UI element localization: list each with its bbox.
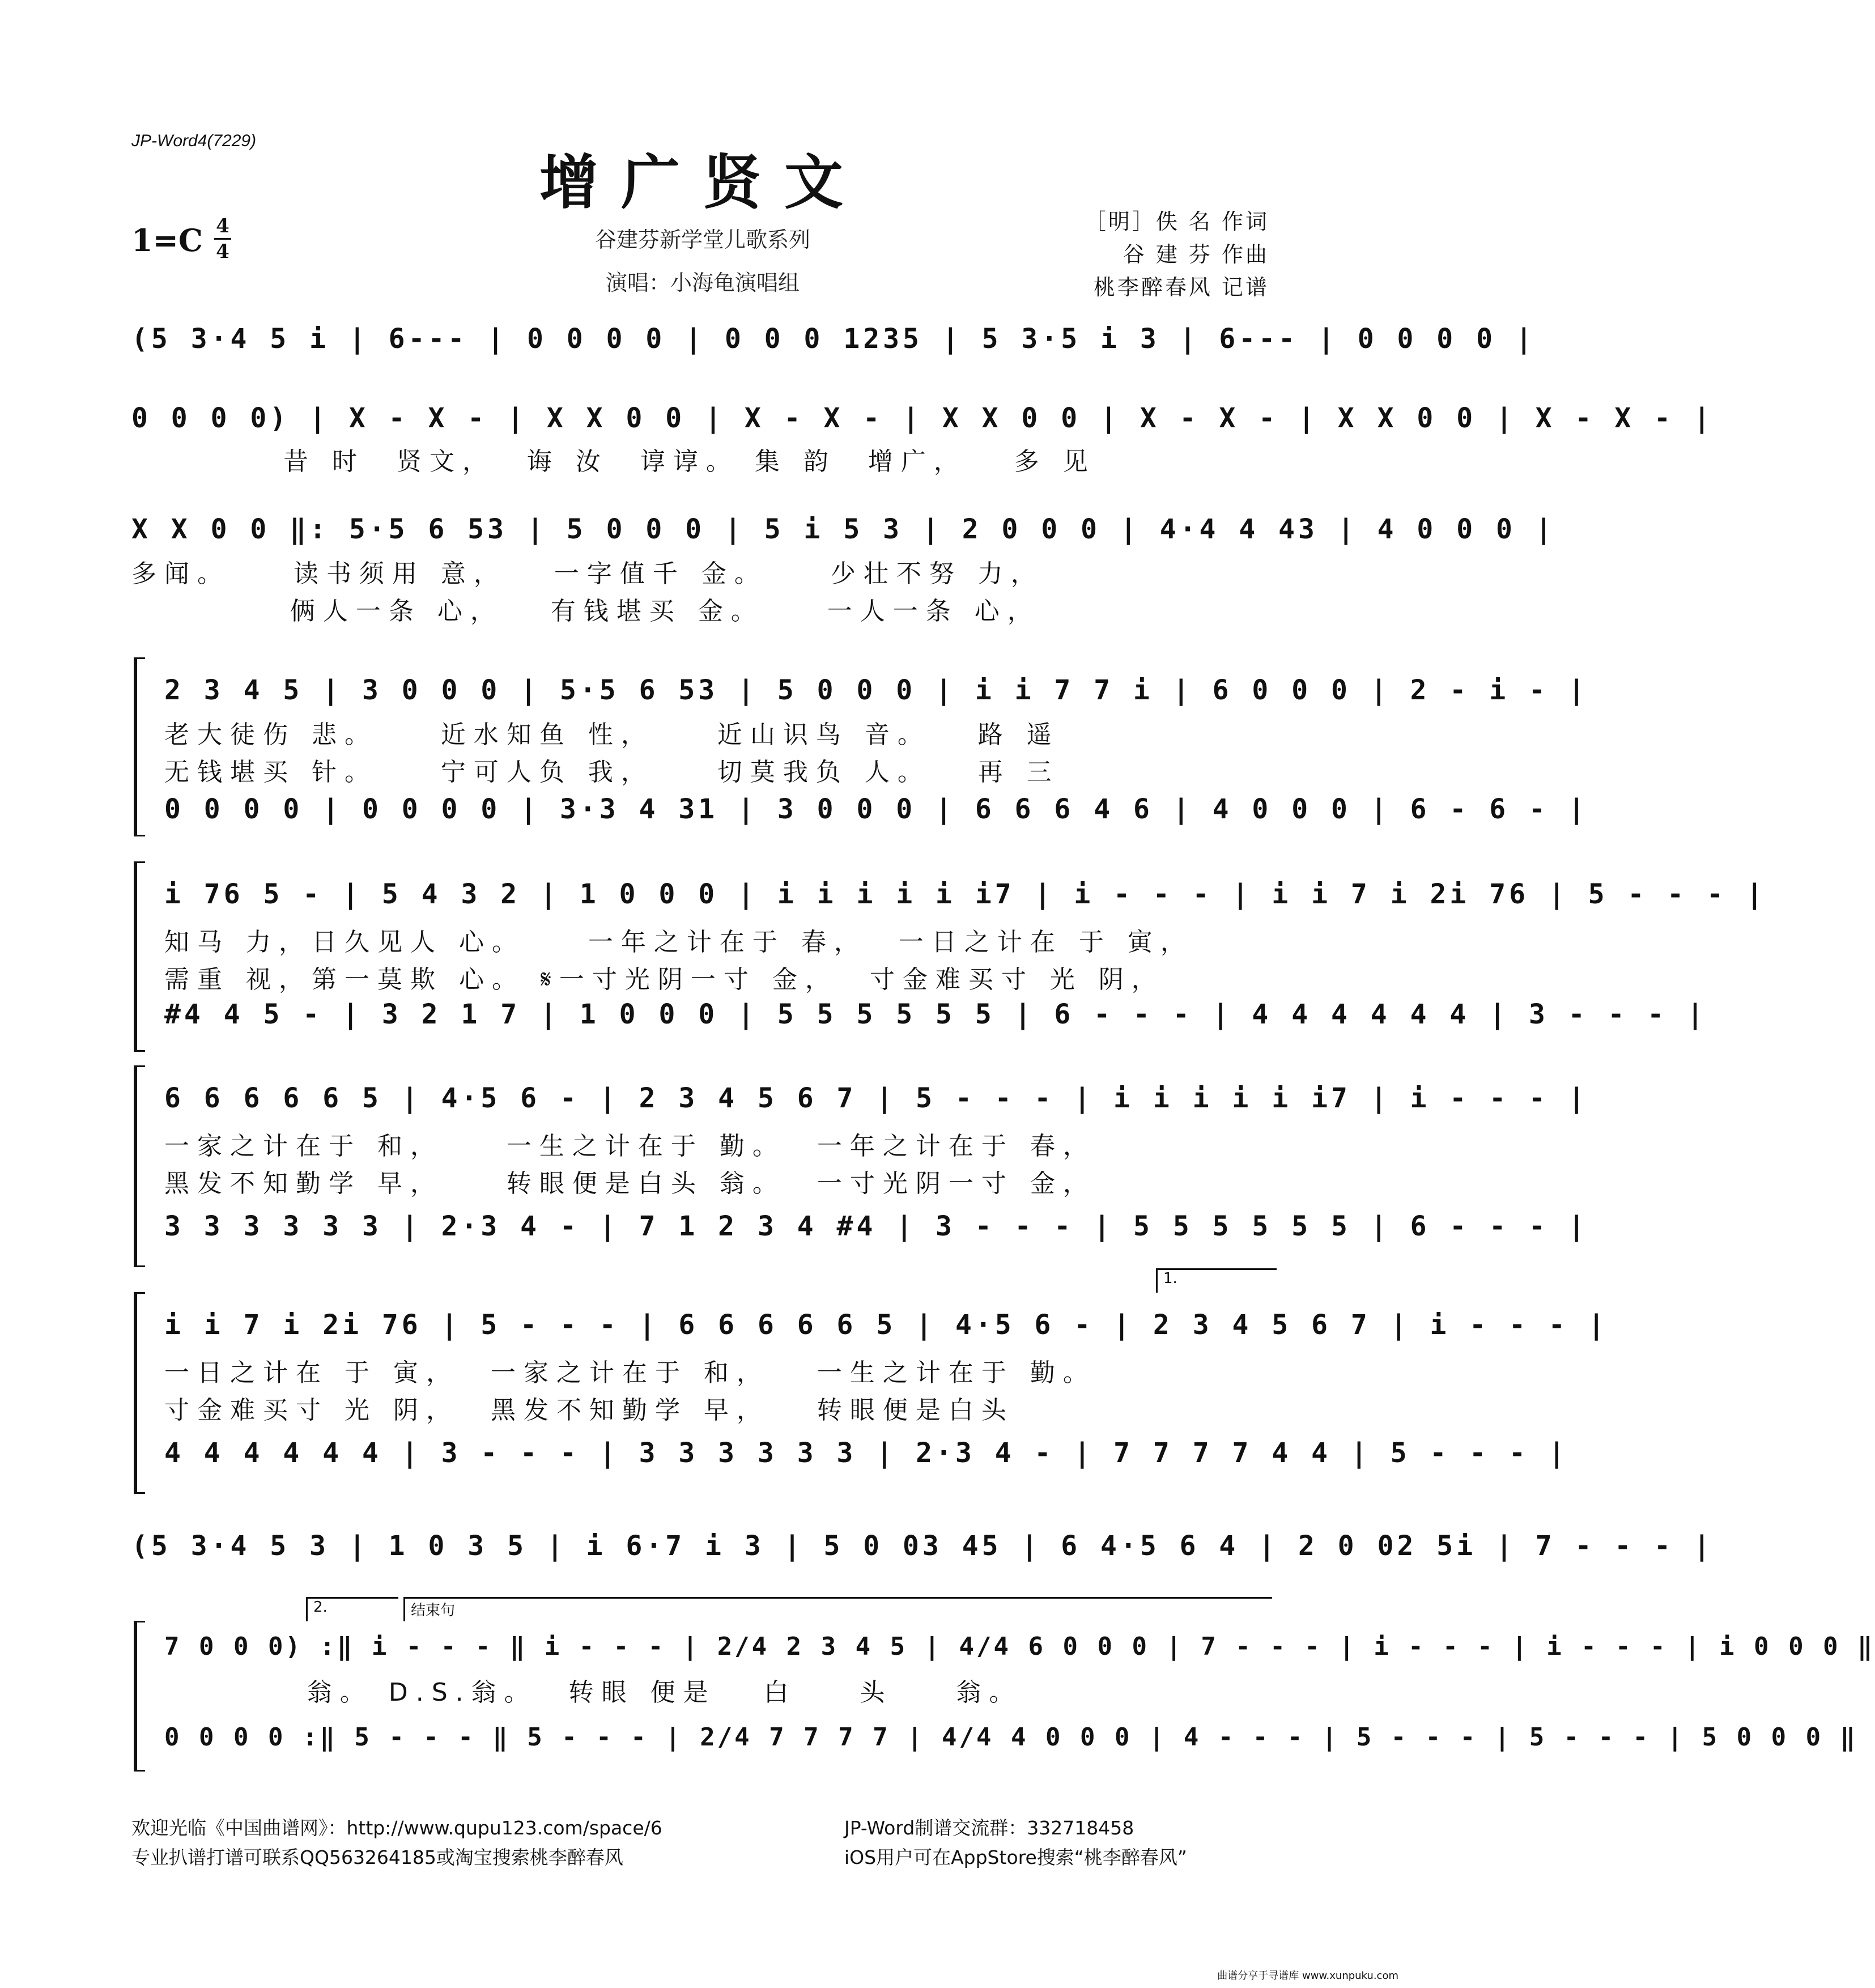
lyric-row-6-b: 黑发不知勤学 早， 转眼便是白头 翁。 一寸光阴一寸 金， (164, 1169, 1096, 1198)
footer-left (131, 1813, 662, 1872)
score-row-5: i 76 5 - | 5 4 3 2 | 1 0 0 0 | i i i i i i7 | i - - - | i i 7 i 2i 76 | 5 - - - | (164, 878, 1766, 910)
system-bracket (134, 1292, 145, 1494)
song-title: 增广贤文 (539, 147, 866, 217)
score-row-6-lower: 3 3 3 3 3 3 | 2·3 4 - | 7 1 2 3 4 #4 | 3 - - - | 5 5 5 5 5 5 | 6 - - - | (164, 1210, 1588, 1242)
corner-watermark: 曲谱分享于寻谱库 www.xunpuku.com (1217, 1970, 1398, 1982)
key-signature: 1=C (131, 222, 203, 258)
lyric-row-3-a: 多闻。 读书须用 意， 一字值千 金。 少壮不努 力， (131, 559, 1044, 588)
lyric-row-5-b: 需重 视，第一莫欺 心。 𝄋一寸光阴一寸 金， 寸金难买寸 光 阴， (164, 965, 1164, 994)
lyric-row-3-b: 俩人一条 心， 有钱堪买 金。 一人一条 心， (131, 597, 1040, 626)
score-row-9-lower: 0 0 0 0 :‖ 5 - - - ‖ 5 - - - | 2/4 7 7 7 7 | 4/4 4 0 0 0 | 4 - - - | 5 - - - | 5 - - - | 5 0 0 0 ‖ (164, 1723, 1858, 1752)
footer-ios-line: iOS用户可在AppStore搜索“桃李醉春风” (844, 1846, 1187, 1868)
coda-bracket: 结束句 (403, 1597, 1272, 1621)
credit-composer: 谷 建 芬 作曲 (1123, 242, 1269, 267)
score-row-8-interlude: (5 3·4 5 3 | 1 0 3 5 | i 6·7 i 3 | 5 0 03 45 | 6 4·5 6 4 | 2 0 02 5i | 7 - - - | (131, 1530, 1714, 1562)
system-bracket (134, 1621, 145, 1772)
credit-transcriber: 桃李醉春风 记谱 (1093, 275, 1269, 300)
lyric-row-9: 翁。 D.S.翁。 转眼 便是 白 头 翁。 (164, 1678, 1022, 1707)
ending-2-bracket: 2. (306, 1597, 398, 1621)
lyric-row-7-a: 一日之计在 于 寅， 一家之计在于 和， 一生之计在于 勤。 (164, 1358, 1096, 1387)
footer-contact-line: 专业扒谱打谱可联系QQ563264185或淘宝搜索桃李醉春风 (131, 1846, 623, 1868)
score-row-4-lower: 0 0 0 0 | 0 0 0 0 | 3·3 4 31 | 3 0 0 0 | 6 6 6 4 6 | 4 0 0 0 | 6 - 6 - | (164, 793, 1588, 825)
score-row-1: (5 3·4 5 i | 6--- | 0 0 0 0 | 0 0 0 1235 | 5 3·5 i 3 | 6--- | 0 0 0 0 | (131, 323, 1536, 355)
credit-lyricist: ［明］佚 名 作词 (1084, 209, 1269, 234)
footer-site-line: 欢迎光临《中国曲谱网》：http://www.qupu123.com/space/6 (131, 1817, 662, 1839)
lyric-row-7-b: 寸金难买寸 光 阴， 黑发不知勤学 早， 转眼便是白头 (164, 1396, 1014, 1425)
time-top: 4 (216, 215, 229, 237)
score-row-4: 2 3 4 5 | 3 0 0 0 | 5·5 6 53 | 5 0 0 0 | i i 7 7 i | 6 0 0 0 | 2 - i - | (164, 674, 1588, 706)
score-row-7-lower: 4 4 4 4 4 4 | 3 - - - | 3 3 3 3 3 3 | 2·3 4 - | 7 7 7 7 4 4 | 5 - - - | (164, 1437, 1568, 1469)
score-row-3: X X 0 0 ‖: 5·5 6 53 | 5 0 0 0 | 5 i 5 3 | 2 0 0 0 | 4·4 4 43 | 4 0 0 0 | (131, 513, 1555, 545)
system-bracket (134, 657, 145, 836)
footer-right (844, 1813, 1187, 1872)
time-bottom: 4 (216, 240, 229, 263)
score-row-5-lower: #4 4 5 - | 3 2 1 7 | 1 0 0 0 | 5 5 5 5 5 5 | 6 - - - | 4 4 4 4 4 4 | 3 - - - | (164, 999, 1707, 1030)
score-row-7: i i 7 i 2i 76 | 5 - - - | 6 6 6 6 6 5 | 4·5 6 - | 2 3 4 5 6 7 | i - - - | (164, 1309, 1608, 1341)
score-row-6: 6 6 6 6 6 5 | 4·5 6 - | 2 3 4 5 6 7 | 5 - - - | i i i i i i7 | i - - - | (164, 1082, 1588, 1114)
lyric-row-2: 昔 时 贤文， 诲 汝 谆谆。 集 韵 增广， 多 见 (283, 447, 1096, 476)
lyric-row-4-b: 无钱堪买 针。 宁可人负 我， 切莫我负 人。 再 三 (164, 758, 1060, 787)
software-label: JP-Word4(7229) (131, 131, 257, 150)
score-row-9: 7 0 0 0) :‖ i - - - ‖ i - - - | 2/4 2 3 4 5 | 4/4 6 0 0 0 | 7 - - - | i - - - | i - - - | i 0 0 0 ‖ (164, 1632, 1875, 1661)
credits (1085, 205, 1269, 304)
system-bracket (134, 1065, 145, 1267)
system-bracket (134, 861, 145, 1052)
score-row-2: 0 0 0 0) | X - X - | X X 0 0 | X - X - | X X 0 0 | X - X - | X X 0 0 | X - X - | (131, 402, 1714, 434)
lyric-row-5-a: 知马 力，日久见人 心。 一年之计在于 春， 一日之计在 于 寅， (164, 928, 1193, 957)
singer: 演唱：小海龟演唱组 (605, 270, 800, 295)
lyric-row-6-a: 一家之计在于 和， 一生之计在于 勤。 一年之计在于 春， (164, 1132, 1096, 1161)
footer-group-line: JP-Word制谱交流群：332718458 (844, 1817, 1134, 1839)
lyric-row-4-a: 老大徒伤 悲。 近水知鱼 性， 近山识鸟 音。 路 遥 (164, 720, 1060, 749)
subtitle: 谷建芬新学堂儿歌系列 (594, 227, 810, 252)
ending-1-bracket: 1. (1156, 1268, 1277, 1293)
